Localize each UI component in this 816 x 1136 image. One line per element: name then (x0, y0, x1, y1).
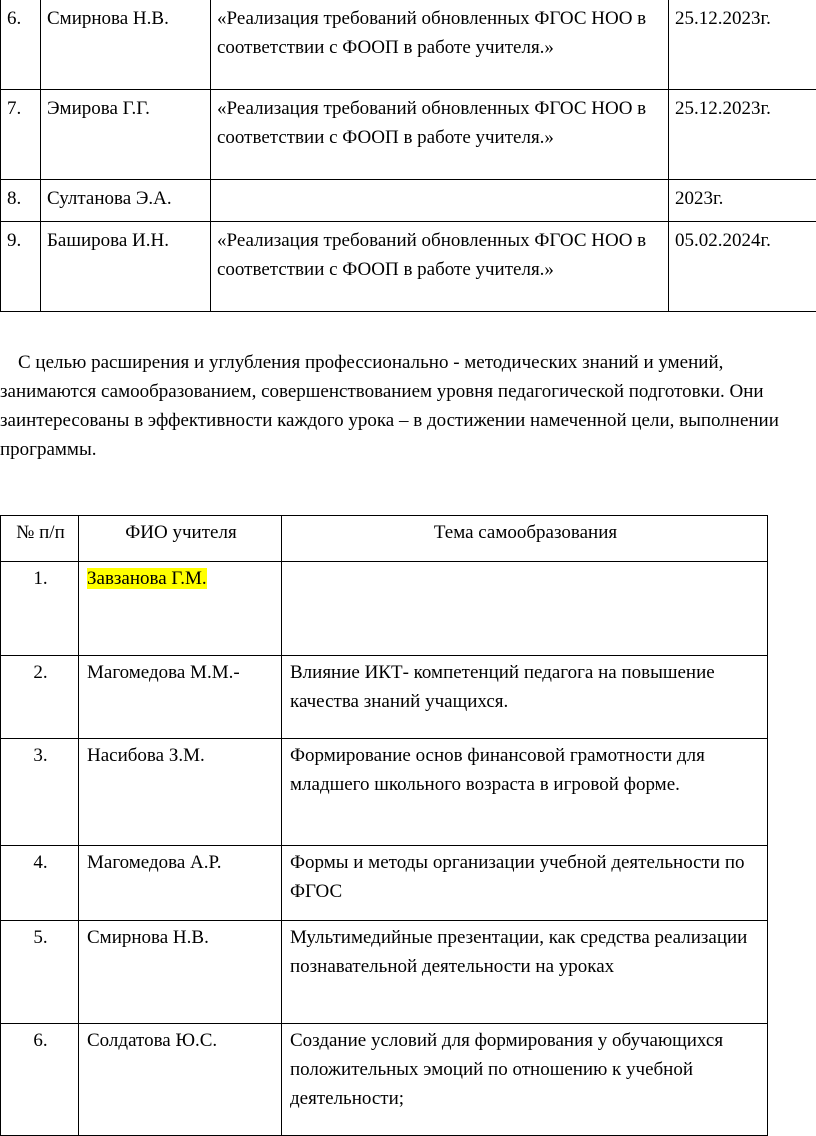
self-education-topic: Мультимедийные презентации, как средства реализации познавательной деятельности на уроках (282, 921, 768, 1024)
highlighted-teacher-name: Завзанова Г.М. (87, 568, 207, 589)
self-education-topic (282, 562, 768, 656)
teacher-name: Султанова Э.А. (41, 180, 211, 222)
self-education-topic: Формы и методы организации учебной деятельности по ФГОС (282, 846, 768, 921)
course-topic: «Реализация требований обновленных ФГОС НОО в соответствии с ФООП в работе учителя.» (211, 222, 669, 312)
row-number: 7. (1, 90, 41, 180)
table-row (1, 0, 816, 90)
table-row (1, 562, 768, 656)
course-date: 25.12.2023г. (669, 90, 816, 180)
table-row (1, 180, 816, 222)
table-row (1, 846, 768, 921)
table-row (1, 90, 816, 180)
course-date: 05.02.2024г. (669, 222, 816, 312)
teacher-name (79, 562, 282, 656)
row-number: 3. (1, 739, 79, 846)
header-teacher-name: ФИО учителя (79, 516, 282, 562)
table-row (1, 739, 768, 846)
course-topic (211, 180, 669, 222)
row-number: 1. (1, 562, 79, 656)
header-topic: Тема самообразования (282, 516, 768, 562)
self-education-topic: Влияние ИКТ- компетенций педагога на повышение качества знаний учащихся. (282, 656, 768, 739)
row-number: 8. (1, 180, 41, 222)
teacher-name: Баширова И.Н. (41, 222, 211, 312)
course-topic: «Реализация требований обновленных ФГОС НОО в соответствии с ФООП в работе учителя.» (211, 0, 669, 90)
course-date: 2023г. (669, 180, 816, 222)
course-date: 25.12.2023г. (669, 0, 816, 90)
row-number: 9. (1, 222, 41, 312)
body-paragraph: С целью расширения и углубления профессионально - методических знаний и умений, занимаются самообразованием, совершенствованием уровня педагогической подготовки. Они заинтересованы в эффективности каждого урока – в достижении намеченной цели, выполнении программы. (0, 348, 808, 464)
teacher-name: Смирнова Н.В. (41, 0, 211, 90)
row-number: 6. (1, 1024, 79, 1136)
self-education-table (0, 515, 768, 1136)
row-number: 6. (1, 0, 41, 90)
header-number: № п/п (1, 516, 79, 562)
row-number: 5. (1, 921, 79, 1024)
self-education-topic: Формирование основ финансовой грамотности для младшего школьного возраста в игровой форме. (282, 739, 768, 846)
course-topic: «Реализация требований обновленных ФГОС НОО в соответствии с ФООП в работе учителя.» (211, 90, 669, 180)
table-header-row (1, 516, 768, 562)
teacher-name: Эмирова Г.Г. (41, 90, 211, 180)
table-row (1, 1024, 768, 1136)
table-row (1, 656, 768, 739)
teacher-name: Магомедова М.М.- (79, 656, 282, 739)
teacher-name: Солдатова Ю.С. (79, 1024, 282, 1136)
teacher-name: Насибова З.М. (79, 739, 282, 846)
table-row (1, 921, 768, 1024)
courses-table (0, 0, 816, 312)
row-number: 4. (1, 846, 79, 921)
teacher-name: Магомедова А.Р. (79, 846, 282, 921)
teacher-name: Смирнова Н.В. (79, 921, 282, 1024)
table-row (1, 222, 816, 312)
self-education-topic: Создание условий для формирования у обучающихся положительных эмоций по отношению к учебной деятельности; (282, 1024, 768, 1136)
row-number: 2. (1, 656, 79, 739)
